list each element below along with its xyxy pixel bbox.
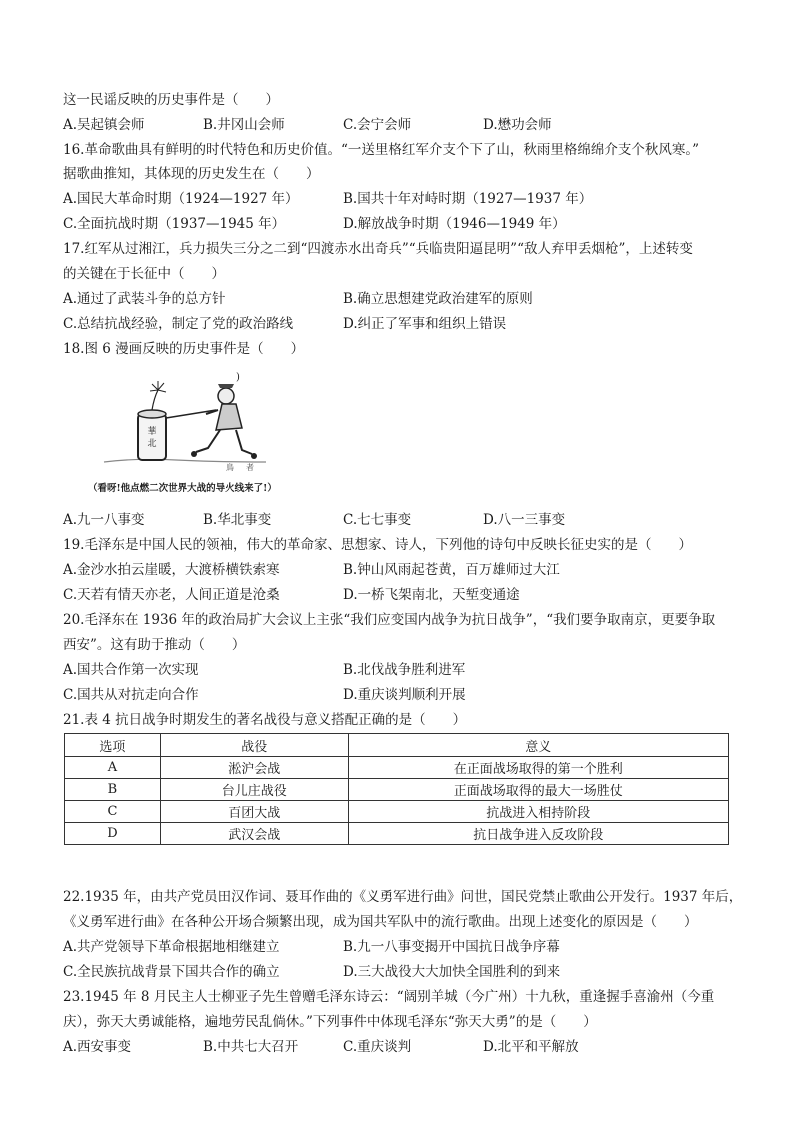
q19-option-d: D.一桥飞架南北，天堑变通途 [343,587,520,603]
table-header-row [65,734,729,757]
q15-option-c: C.会宁会师 [343,117,412,133]
q20-option-d: D.重庆谈判顺利开展 [343,687,466,703]
q22-stem-line2: 《义勇军进行曲》在各种公开场合频繁出现，成为国共军队中的流行歌曲。出现上述变化的原因是（ ） [63,914,698,930]
table-cell-battle: 武汉会战 [160,823,348,845]
table-row [65,823,729,845]
q22-stem-line1: 22.1935 年，由共产党员田汉作词、聂耳作曲的《义勇军进行曲》问世，国民党禁止歌曲公开发行。1937 年后， [63,889,743,905]
q19-stem: 19.毛泽东是中国人民的领袖，伟大的革命家、思想家、诗人，下列他的诗句中反映长征史实的是（ ） [63,537,692,553]
q20-stem-line1: 20.毛泽东在 1936 年的政治局扩大会议上主张“我们应变国内战争为抗日战争”，“我们要争取南京，更要争取 [63,612,716,628]
q23-option-c: C.重庆谈判 [343,1039,412,1055]
q19-option-a: A.金沙水拍云崖暖，大渡桥横铁索寒 [63,562,280,578]
table-cell-option: B [65,779,161,801]
q18-option-c: C.七七事变 [343,512,412,528]
q23-option-a: A.西安事变 [63,1039,132,1055]
q18-option-d: D.八一三事变 [483,512,566,528]
q16-stem-line2: 据歌曲推知，其体现的历史发生在（ ） [63,166,320,182]
q17-option-c: C.总结抗战经验，制定了党的政治路线 [63,316,294,332]
q17-stem-line1: 17.红军从过湘江，兵力损失三分之二到“四渡赤水出奇兵”“兵临贵阳逼昆明”“敌人弃甲丢烟枪”，上述转变 [63,241,693,257]
q15-option-d: D.懋功会师 [483,117,552,133]
cartoon-caption: （看呀!他点燃二次世界大战的导火线来了!） [88,483,277,494]
table-row [65,757,729,779]
svg-text:華: 華 [147,427,157,437]
q18-option-b: B.华北事变 [203,512,272,528]
table-row [65,801,729,823]
table-header-option: 选项 [65,734,161,757]
q16-option-a: A.国民大革命时期（1924—1927 年） [63,191,299,207]
svg-text:鳥: 鳥 [226,463,234,472]
table-cell-battle: 淞沪会战 [160,757,348,779]
q16-stem-line1: 16.革命歌曲具有鲜明的时代特色和历史价值。“一送里格红军介支个下了山，秋雨里格绵绵介支个秋风寒。” [63,142,700,158]
q15-stem: 这一民谣反映的历史事件是（ ） [63,92,279,108]
table-row [65,779,729,801]
table-header-significance: 意义 [348,734,728,757]
table-cell-battle: 台儿庄战役 [160,779,348,801]
q16-option-d: D.解放战争时期（1946—1949 年） [343,216,566,232]
q19-option-c: C.天若有情天亦老，人间正道是沧桑 [63,587,280,603]
q20-option-a: A.国共合作第一次实现 [63,662,199,678]
table-cell-option: D [65,823,161,845]
svg-text:): ) [236,372,240,383]
q18-stem: 18.图 6 漫画反映的历史事件是（ ） [63,341,305,357]
svg-text:北: 北 [147,439,157,449]
table-header-battle: 战役 [160,734,348,757]
table-cell-significance: 抗战进入相持阶段 [348,801,728,823]
table-4 [64,733,729,845]
q23-option-d: D.北平和平解放 [483,1039,579,1055]
q16-option-c: C.全面抗战时期（1937—1945 年） [63,216,286,232]
q22-option-d: D.三大战役大大加快全国胜利的到来 [343,964,561,980]
q17-option-b: B.确立思想建党政治建军的原则 [343,291,533,307]
figure-6-cartoon [88,370,277,500]
q23-stem-line2: 庆），弥天大勇诚能格，遍地劳民乱倘休。”下列事件中体现毛泽东“弥天大勇”的是（ ） [63,1014,597,1030]
table-cell-significance: 正面战场取得的最大一场胜仗 [348,779,728,801]
q15-option-a: A.吴起镇会师 [63,117,145,133]
q22-option-c: C.全民族抗战背景下国共合作的确立 [63,964,280,980]
q23-stem-line1: 23.1945 年 8 月民主人士柳亚子先生曾赠毛泽东诗云：“阔别羊城（今广州）十九秋，重逢握手喜渝州（今重 [63,989,715,1005]
q15-option-b: B.井冈山会师 [203,117,285,133]
table-cell-option: C [65,801,161,823]
svg-text:者: 者 [246,463,254,472]
q20-option-c: C.国共从对抗走向合作 [63,687,199,703]
q17-stem-line2: 的关键在于长征中（ ） [63,266,225,282]
table-cell-option: A [65,757,161,779]
q21-stem: 21.表 4 抗日战争时期发生的著名战役与意义搭配正确的是（ ） [63,712,467,728]
table-cell-significance: 抗日战争进入反攻阶段 [348,823,728,845]
q17-option-d: D.纠正了军事和组织上错误 [343,316,507,332]
table-cell-battle: 百团大战 [160,801,348,823]
q16-option-b: B.国共十年对峙时期（1927—1937 年） [343,191,593,207]
q17-option-a: A.通过了武装斗争的总方针 [63,291,226,307]
q20-stem-line2: 西安”。这有助于推动（ ） [63,637,246,653]
q22-option-b: B.九一八事变揭开中国抗日战争序幕 [343,939,560,955]
q18-option-a: A.九一八事变 [63,512,145,528]
table-cell-significance: 在正面战场取得的第一个胜利 [348,757,728,779]
q23-option-b: B.中共七大召开 [203,1039,299,1055]
q22-option-a: A.共产党领导下革命根据地相继建立 [63,939,280,955]
q20-option-b: B.北伐战争胜利进军 [343,662,466,678]
q19-option-b: B.钟山风雨起苍黄，百万雄师过大江 [343,562,560,578]
